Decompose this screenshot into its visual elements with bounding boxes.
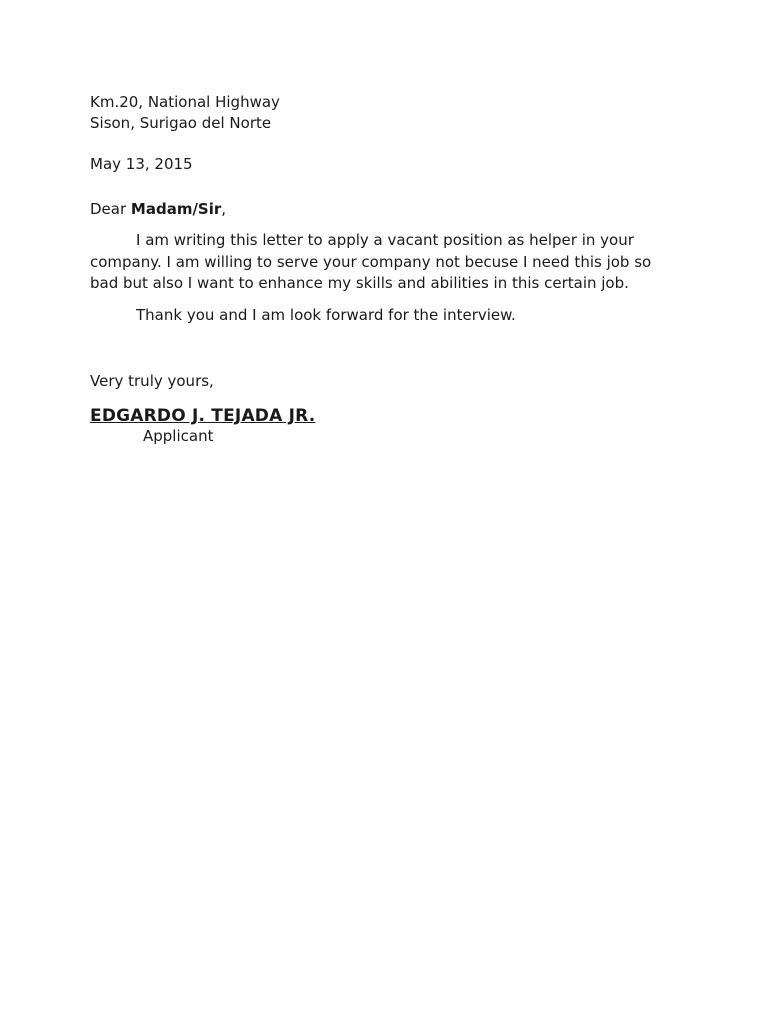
- salutation-prefix: Dear: [90, 200, 131, 218]
- signature-title: Applicant: [143, 427, 214, 445]
- closing: Very truly yours,: [90, 372, 214, 390]
- body-paragraph-2: Thank you and I am look forward for the interview.: [136, 305, 516, 324]
- salutation: [90, 199, 670, 220]
- salutation-suffix: ,: [221, 200, 227, 218]
- letter-date: May 13, 2015: [90, 155, 193, 173]
- sender-address: [90, 92, 670, 134]
- body-paragraph-1: I am writing this letter to apply a vacant position as helper in your company. I am willing to serve your company not becuse I need this job so bad but also I want to enhance my skills and abilities in this certain job.: [90, 231, 652, 292]
- address-line-2: Sison, Surigao del Norte: [90, 114, 272, 132]
- signature-name: EDGARDO J. TEJADA JR.: [90, 406, 316, 426]
- letter-body: [90, 92, 670, 445]
- address-line-1: Km.20, National Highway: [90, 93, 280, 111]
- salutation-recipient: Madam/Sir: [130, 200, 222, 218]
